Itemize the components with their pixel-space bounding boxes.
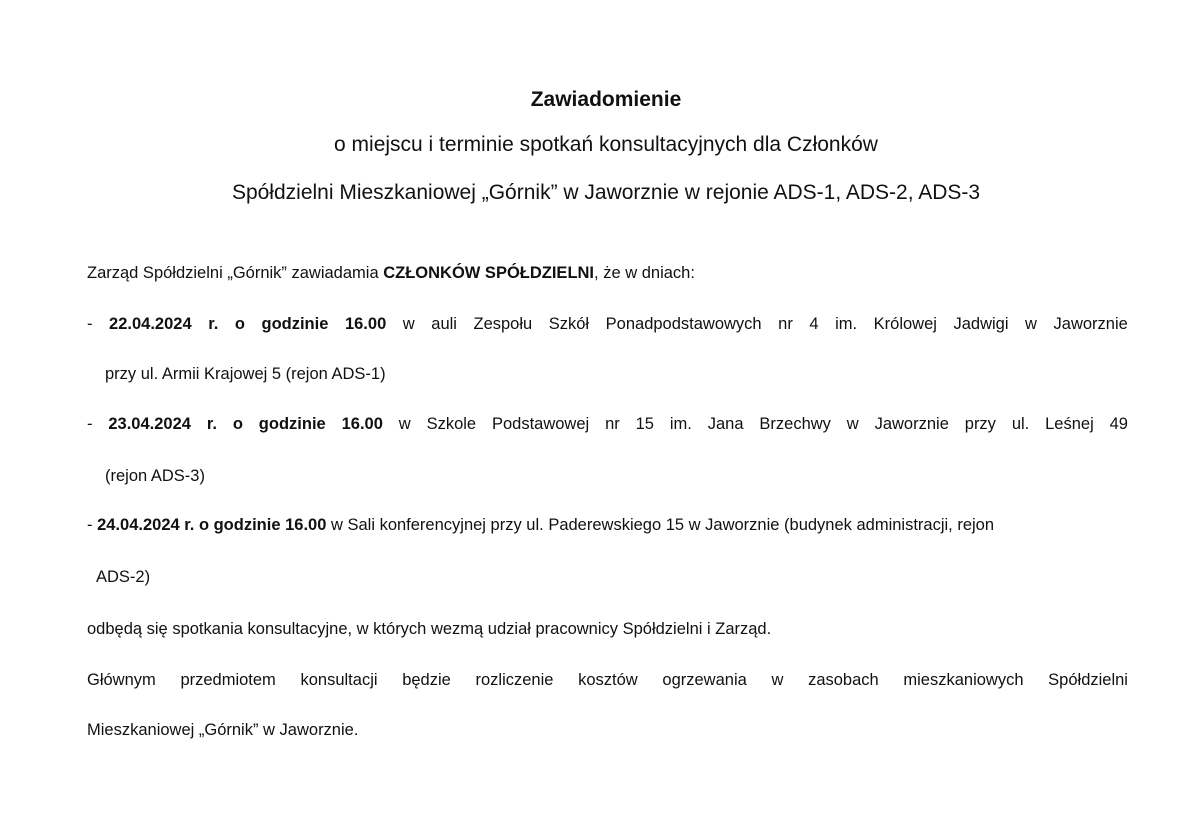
subject-word: będzie <box>402 671 451 689</box>
meeting-item-3-line-1 <box>87 514 1128 536</box>
item-1-word: im. <box>835 315 858 333</box>
item-2-word: 15 <box>635 415 654 433</box>
item-1-word: w <box>402 315 415 333</box>
intro-paragraph <box>87 262 1128 284</box>
document-title: Zawiadomienie <box>530 88 682 111</box>
item-2-word: im. <box>669 415 692 433</box>
subject-word: rozliczenie <box>475 671 554 689</box>
item-1-word: Ponadpodstawowych <box>605 315 762 333</box>
subject-word: konsultacji <box>300 671 378 689</box>
item-2-godzinie: godzinie <box>258 415 326 433</box>
item-2-word: ul. <box>1011 415 1030 433</box>
item-2-word: w <box>846 415 859 433</box>
item-1-word: Zespołu <box>473 315 533 333</box>
item-2-word: Podstawowej <box>491 415 590 433</box>
item-2-word: Leśnej <box>1045 415 1094 433</box>
item-2-word: 49 <box>1109 415 1128 433</box>
item-1-dash: - <box>87 315 93 333</box>
item-1-r: r. <box>208 315 219 333</box>
item-1-word: w <box>1025 315 1037 333</box>
item-3-dash: - <box>87 516 93 534</box>
document-subtitle-line-1: o miejscu i terminie spotkań konsultacyjnych dla Członków <box>334 133 878 156</box>
consultation-subject-line-2: Mieszkaniowej „Górnik” w Jaworznie. <box>87 721 359 739</box>
subject-word: w <box>771 671 784 689</box>
intro-text-after: , że w dniach: <box>594 264 695 282</box>
item-1-word: Jadwigi <box>953 315 1009 333</box>
subject-word: Głównym <box>87 671 156 689</box>
item-1-word: auli <box>431 315 457 333</box>
item-1-godzinie: godzinie <box>261 315 329 333</box>
item-2-r: r. <box>206 415 217 433</box>
item-1-word: Jaworznie <box>1053 315 1128 333</box>
item-1-o: o <box>234 315 245 333</box>
subject-word: zasobach <box>808 671 879 689</box>
consultation-subject-line-1 <box>87 669 1128 691</box>
item-2-date: 23.04.2024 <box>108 415 191 433</box>
meeting-item-1-line-1 <box>87 313 1128 335</box>
meeting-item-2-line-1 <box>87 413 1128 435</box>
item-2-time: 16.00 <box>341 415 383 433</box>
meeting-item-2-line-2: (rejon ADS-3) <box>105 467 205 485</box>
item-2-word: w <box>398 415 411 433</box>
subject-word: ogrzewania <box>662 671 747 689</box>
item-1-time: 16.00 <box>344 315 387 333</box>
subject-word: mieszkaniowych <box>903 671 1024 689</box>
item-2-word: Brzechwy <box>759 415 831 433</box>
item-2-word: Szkole <box>426 415 477 433</box>
item-1-date: 22.04.2024 <box>109 315 192 333</box>
subject-word: przedmiotem <box>180 671 276 689</box>
intro-text-before: Zarząd Spółdzielni „Górnik” zawiadamia <box>87 264 384 282</box>
meeting-item-1-line-2: przy ul. Armii Krajowej 5 (rejon ADS-1) <box>105 365 386 383</box>
item-3-date-time: 24.04.2024 r. o godzinie 16.00 <box>97 516 327 534</box>
document-subtitle-line-2: Spółdzielni Mieszkaniowej „Górnik” w Jaworznie w rejonie ADS-1, ADS-2, ADS-3 <box>231 181 981 204</box>
item-1-word: Królowej <box>873 315 937 333</box>
closing-paragraph-line-1: odbędą się spotkania konsultacyjne, w których wezmą udział pracownicy Spółdzielni i Zarząd. <box>87 620 772 638</box>
item-2-word: przy <box>964 415 996 433</box>
item-1-word: Szkół <box>548 315 590 333</box>
item-2-word: Jaworznie <box>874 415 949 433</box>
item-3-location: w Sali konferencyjnej przy ul. Paderewskiego 15 w Jaworznie (budynek administracji, rejon <box>326 516 995 534</box>
subject-word: kosztów <box>578 671 638 689</box>
item-2-dash: - <box>87 415 93 433</box>
meeting-item-3-line-2: ADS-2) <box>96 568 151 586</box>
subject-word: Spółdzielni <box>1048 671 1128 689</box>
item-1-word: nr <box>778 315 793 333</box>
item-2-word: Jana <box>707 415 744 433</box>
intro-bold-members: CZŁONKÓW SPÓŁDZIELNI <box>383 264 595 282</box>
item-1-word: 4 <box>809 315 819 333</box>
item-2-word: nr <box>605 415 620 433</box>
item-2-o: o <box>232 415 243 433</box>
